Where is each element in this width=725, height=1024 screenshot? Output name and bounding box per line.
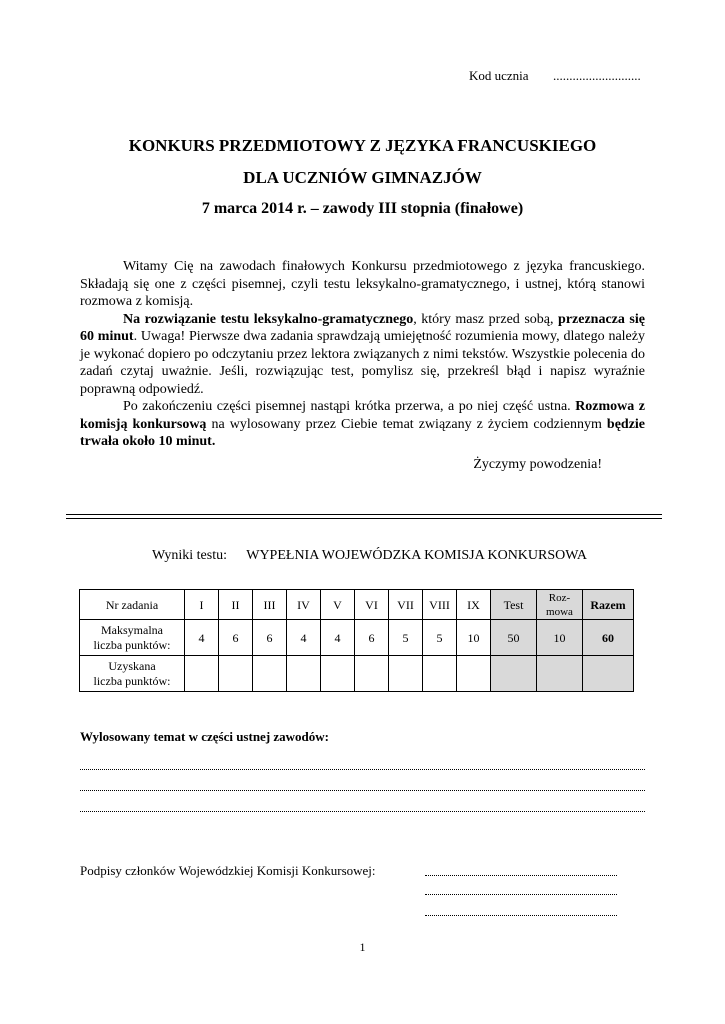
student-code-field[interactable]: ........................... [553, 68, 641, 83]
page-number: 1 [359, 940, 366, 954]
table-cell: 10 [457, 620, 491, 656]
table-cell: 6 [355, 620, 389, 656]
score-input-cell[interactable] [583, 656, 634, 692]
score-input-cell[interactable] [219, 656, 253, 692]
intro-bold-text: przeznacza się 60 minut [80, 311, 645, 344]
signature-line[interactable] [425, 894, 617, 895]
intro-bold-text: Na rozwiązanie testu leksykalno-gramatycznego [123, 311, 414, 327]
signatures-label: Podpisy członków Wojewódzkiej Komisji Konkursowej: [80, 863, 376, 878]
table-header-cell: V [321, 590, 355, 620]
table-header-cell: II [219, 590, 253, 620]
table-header-cell: Razem [583, 590, 634, 620]
table-header-cell: IV [287, 590, 321, 620]
intro-paragraph-3 [80, 398, 645, 451]
divider-line [66, 514, 662, 515]
table-header-cell: Test [491, 590, 537, 620]
table-cell: 10 [537, 620, 583, 656]
table-header-cell: Nr zadania [80, 590, 185, 620]
score-input-cell[interactable] [423, 656, 457, 692]
results-heading [152, 548, 587, 564]
divider-line [66, 518, 662, 519]
table-header-row [80, 590, 634, 620]
table-header-cell: III [253, 590, 287, 620]
contest-title: KONKURS PRZEDMIOTOWY Z JĘZYKA FRANCUSKIEGO [128, 136, 597, 155]
oral-topic-line[interactable] [80, 811, 645, 812]
table-cell: 4 [321, 620, 355, 656]
table-cell: 50 [491, 620, 537, 656]
score-input-cell[interactable] [253, 656, 287, 692]
student-code-label: Kod ucznia [469, 68, 529, 83]
score-input-cell[interactable] [321, 656, 355, 692]
oral-topic-label: Wylosowany temat w części ustnej zawodów: [80, 729, 330, 744]
score-input-cell[interactable] [185, 656, 219, 692]
table-header-cell: VI [355, 590, 389, 620]
table-cell: 60 [583, 620, 634, 656]
table-header-cell: VIII [423, 590, 457, 620]
score-input-cell[interactable] [457, 656, 491, 692]
signature-line[interactable] [425, 875, 617, 876]
intro-text-fragment: na wylosowany przez Ciebie temat związany z życiem codziennym [206, 416, 607, 432]
table-row-obtained-points [80, 656, 634, 692]
table-cell: 5 [423, 620, 457, 656]
score-input-cell[interactable] [355, 656, 389, 692]
oral-topic-line[interactable] [80, 769, 645, 770]
table-header-cell: I [185, 590, 219, 620]
results-label: Wyniki testu: [152, 548, 227, 563]
score-input-cell[interactable] [389, 656, 423, 692]
oral-topic-line[interactable] [80, 790, 645, 791]
table-header-cell: VII [389, 590, 423, 620]
intro-bold-text: będzie trwała około 10 minut. [80, 416, 646, 449]
contest-subtitle: DLA UCZNIÓW GIMNAZJÓW [243, 168, 482, 187]
table-cell: 5 [389, 620, 423, 656]
table-cell: 4 [185, 620, 219, 656]
contest-date: 7 marca 2014 r. – zawody III stopnia (finałowe) [201, 200, 524, 217]
intro-text-fragment: Po zakończeniu części pisemnej nastąpi krótka przerwa, a po niej część ustna. [123, 399, 576, 414]
table-header-cell: Roz- mowa [537, 590, 583, 620]
intro-paragraph-1: Witamy Cię na zawodach finałowych Konkursu przedmiotowego z języka francuskiego. Składają się one z części pisemnej, czyli testu leksykalno-gramatycznego, i ustnej, którą stanowi rozmowa z komisją. [80, 259, 645, 309]
signature-line[interactable] [425, 915, 617, 916]
results-note: WYPEŁNIA WOJEWÓDZKA KOMISJA KONKURSOWA [246, 548, 588, 563]
intro-bold-text: Rozmowa z komisją konkursową [80, 399, 646, 432]
score-table [79, 589, 634, 692]
intro-text-fragment: . Uwaga! Pierwsze dwa zadania sprawdzają umiejętność rozumienia mowy, dlatego należy je wykonać dopiero po odczytaniu przez lektora związanych z nimi tekstów. Wszystkie polecenia do zadań czytaj uważnie. Jeśli, rozwiązując test, pomylisz się, przekreśl błąd i napisz wyraźnie poprawną odpowiedź. [80, 329, 645, 397]
intro-paragraph-2 [80, 311, 645, 399]
table-row-max-points [80, 620, 634, 656]
table-row-label: Uzyskana liczba punktów: [80, 656, 185, 692]
good-luck-text: Życzymy powodzenia! [473, 457, 602, 472]
table-cell: 6 [253, 620, 287, 656]
score-input-cell[interactable] [287, 656, 321, 692]
table-header-cell: IX [457, 590, 491, 620]
table-cell: 4 [287, 620, 321, 656]
table-row-label: Maksymalna liczba punktów: [80, 620, 185, 656]
score-input-cell[interactable] [491, 656, 537, 692]
table-cell: 6 [219, 620, 253, 656]
score-input-cell[interactable] [537, 656, 583, 692]
intro-text [80, 258, 645, 451]
intro-text-fragment: , który masz przed sobą, [413, 311, 559, 327]
